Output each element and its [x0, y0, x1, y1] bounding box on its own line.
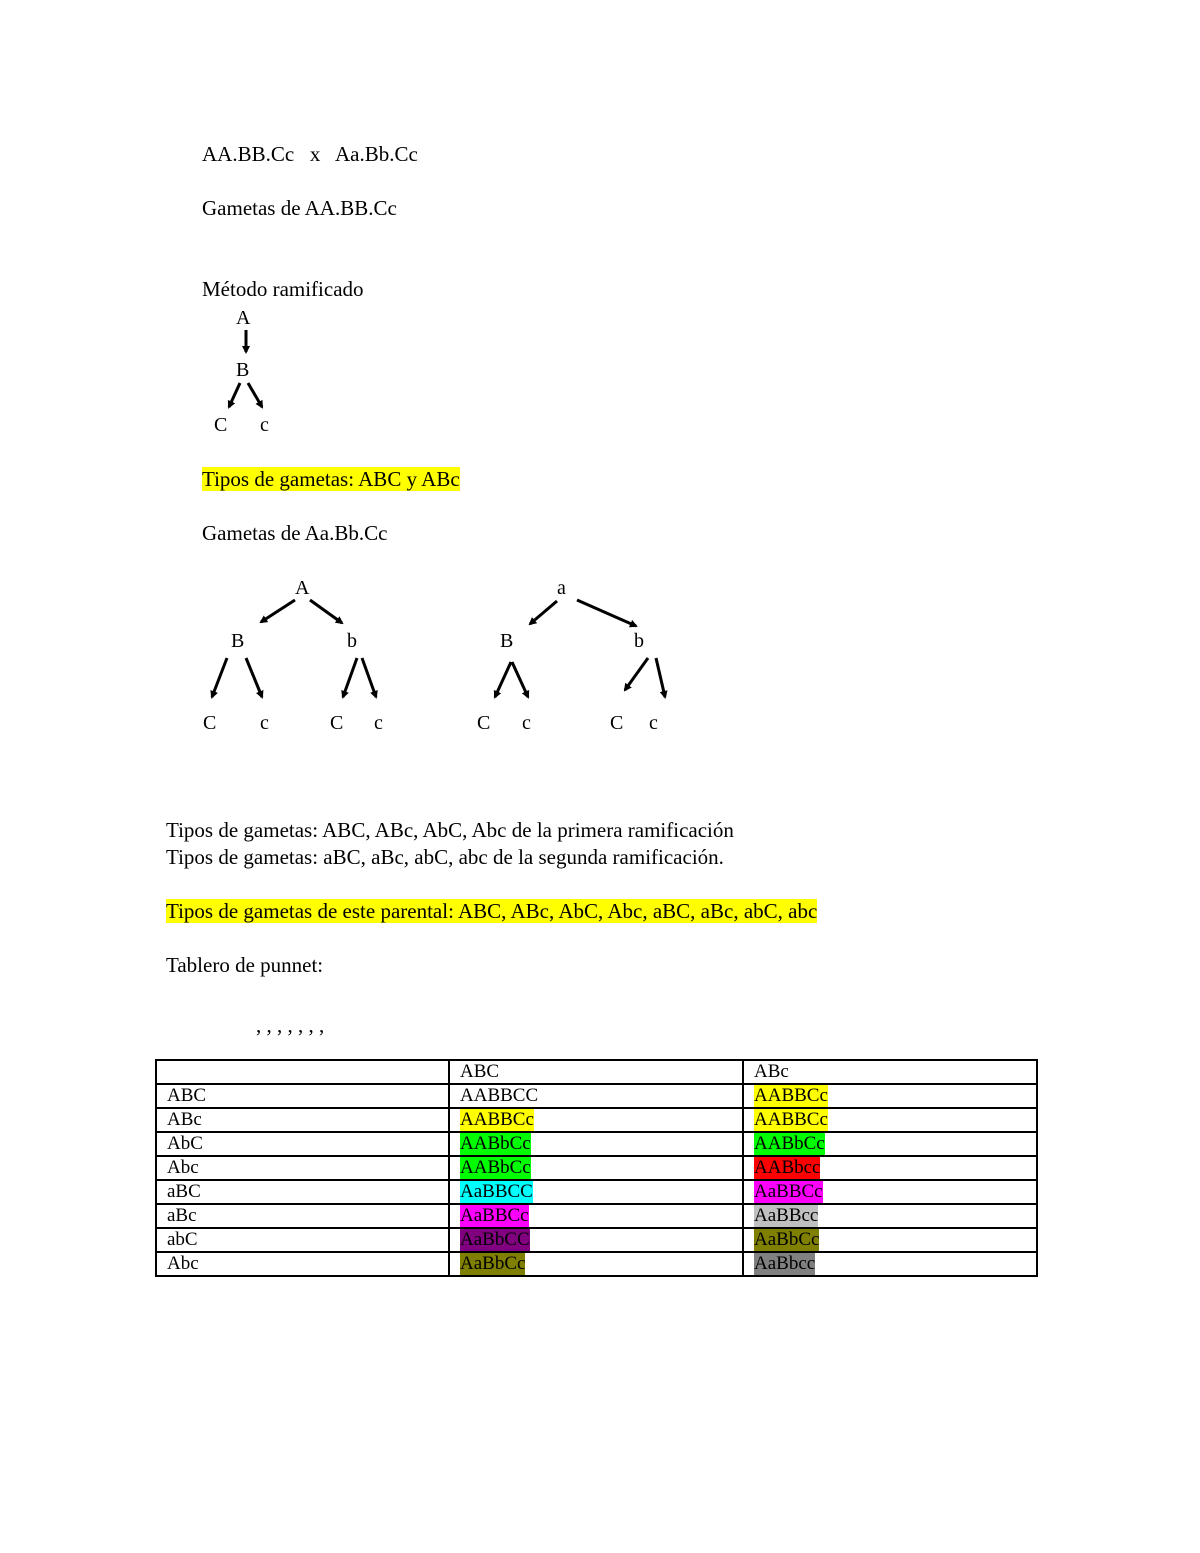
table-row: [156, 1252, 1037, 1276]
types-line-second: Tipos de gametas: aBC, aBc, abC, abc de la segunda ramificación.: [166, 845, 724, 869]
row-gamete-label: ABc: [156, 1108, 449, 1132]
table-header-cell: ABC: [449, 1060, 743, 1084]
tree1-leaf-c-upper: C: [214, 414, 228, 436]
tree1-node-a: A: [236, 307, 251, 329]
genotype-text: AABBCC: [460, 1085, 539, 1106]
table-row: [156, 1180, 1037, 1204]
table-row: [156, 1132, 1037, 1156]
parent2-gametes-title: Gametas de Aa.Bb.Cc: [202, 521, 388, 545]
genotype-text: AaBbCc: [460, 1253, 526, 1274]
tree2-right-branch-b: B: [500, 630, 514, 652]
genotype-cell: [449, 1180, 743, 1204]
table-row: [156, 1156, 1037, 1180]
table-row: [156, 1084, 1037, 1108]
genotype-cell: [743, 1204, 1037, 1228]
genotype-cell: [743, 1084, 1037, 1108]
genotype-cell: [743, 1228, 1037, 1252]
table-header-cell: ABc: [743, 1060, 1037, 1084]
genotype-text: AaBbcc: [754, 1253, 816, 1274]
table-row: [156, 1204, 1037, 1228]
tree2-left-branch-b-lower: b: [347, 630, 357, 652]
types-line-first: Tipos de gametas: ABC, ABc, AbC, Abc de la primera ramificación: [166, 818, 734, 842]
tree1-leaf-c-lower: c: [260, 414, 269, 436]
genotype-text: AABbCc: [754, 1133, 825, 1154]
tree2-right-branch-b-lower: b: [634, 630, 644, 652]
genotype-cell: [449, 1084, 743, 1108]
genotype-cell: [449, 1156, 743, 1180]
genotype-cell: [449, 1132, 743, 1156]
row-gamete-label: Abc: [156, 1156, 449, 1180]
tree1-node-b: B: [236, 359, 250, 381]
tree2-right-leaf: c: [522, 712, 531, 734]
row-gamete-label: Abc: [156, 1252, 449, 1276]
tree2-left-leaf: c: [260, 712, 269, 734]
tree2-left-root: A: [295, 577, 310, 599]
row-gamete-label: abC: [156, 1228, 449, 1252]
row-gamete-label: ABC: [156, 1084, 449, 1108]
genotype-text: AABBCc: [460, 1109, 534, 1130]
genotype-text: AaBbCC: [460, 1229, 530, 1250]
genotype-text: AaBBCc: [460, 1205, 529, 1226]
row-gamete-label: aBC: [156, 1180, 449, 1204]
genotype-cell: [743, 1180, 1037, 1204]
tree2-right-leaf: C: [477, 712, 491, 734]
tree2-left-leaf: c: [374, 712, 383, 734]
genotype-cell: [449, 1108, 743, 1132]
tree2-right-leaf: c: [649, 712, 658, 734]
genotype-cell: [449, 1228, 743, 1252]
tree2-left-branch-b: B: [231, 630, 245, 652]
result-parent1: Tipos de gametas: ABC y ABc: [202, 467, 460, 491]
table-header-row: [156, 1060, 1037, 1084]
parent1-gametes-title: Gametas de AA.BB.Cc: [202, 196, 397, 220]
commas-line: , , , , , , ,: [256, 1013, 325, 1037]
genotype-text: AABBCc: [754, 1085, 828, 1106]
method-title: Método ramificado: [202, 277, 364, 301]
table-header-cell: [156, 1060, 449, 1084]
table-row: [156, 1108, 1037, 1132]
genotype-cell: [449, 1204, 743, 1228]
genotype-cell: [743, 1156, 1037, 1180]
genotype-text: AABbcc: [754, 1157, 821, 1178]
row-gamete-label: aBc: [156, 1204, 449, 1228]
cross-formula: AA.BB.Cc x Aa.Bb.Cc: [202, 142, 418, 166]
tree2-left-leaf: C: [203, 712, 217, 734]
genotype-text: AaBbCc: [754, 1229, 820, 1250]
punnett-title: Tablero de punnet:: [166, 953, 324, 977]
tree2-right-leaf: C: [610, 712, 624, 734]
arrow-b-c: [229, 383, 240, 407]
tree2-right-root: a: [557, 577, 566, 599]
row-gamete-label: AbC: [156, 1132, 449, 1156]
punnett-table: [155, 1059, 1038, 1277]
genotype-text: AABBCc: [754, 1109, 828, 1130]
branch-arrows: [0, 0, 1200, 760]
genotype-text: AABbCc: [460, 1133, 531, 1154]
genotype-text: AaBBCc: [754, 1181, 823, 1202]
genotype-text: AaBBcc: [754, 1205, 819, 1226]
table-row: [156, 1228, 1037, 1252]
genotype-text: AaBBCC: [460, 1181, 533, 1202]
result-parent2: Tipos de gametas de este parental: ABC, ABc, AbC, Abc, aBC, aBc, abC, abc: [166, 899, 818, 923]
genotype-cell: [743, 1108, 1037, 1132]
genotype-cell: [449, 1252, 743, 1276]
tree2-left-leaf: C: [330, 712, 344, 734]
arrow-b-c-lower: [248, 383, 262, 407]
genotype-cell: [743, 1132, 1037, 1156]
genotype-text: AABbCc: [460, 1157, 531, 1178]
genotype-cell: [743, 1252, 1037, 1276]
